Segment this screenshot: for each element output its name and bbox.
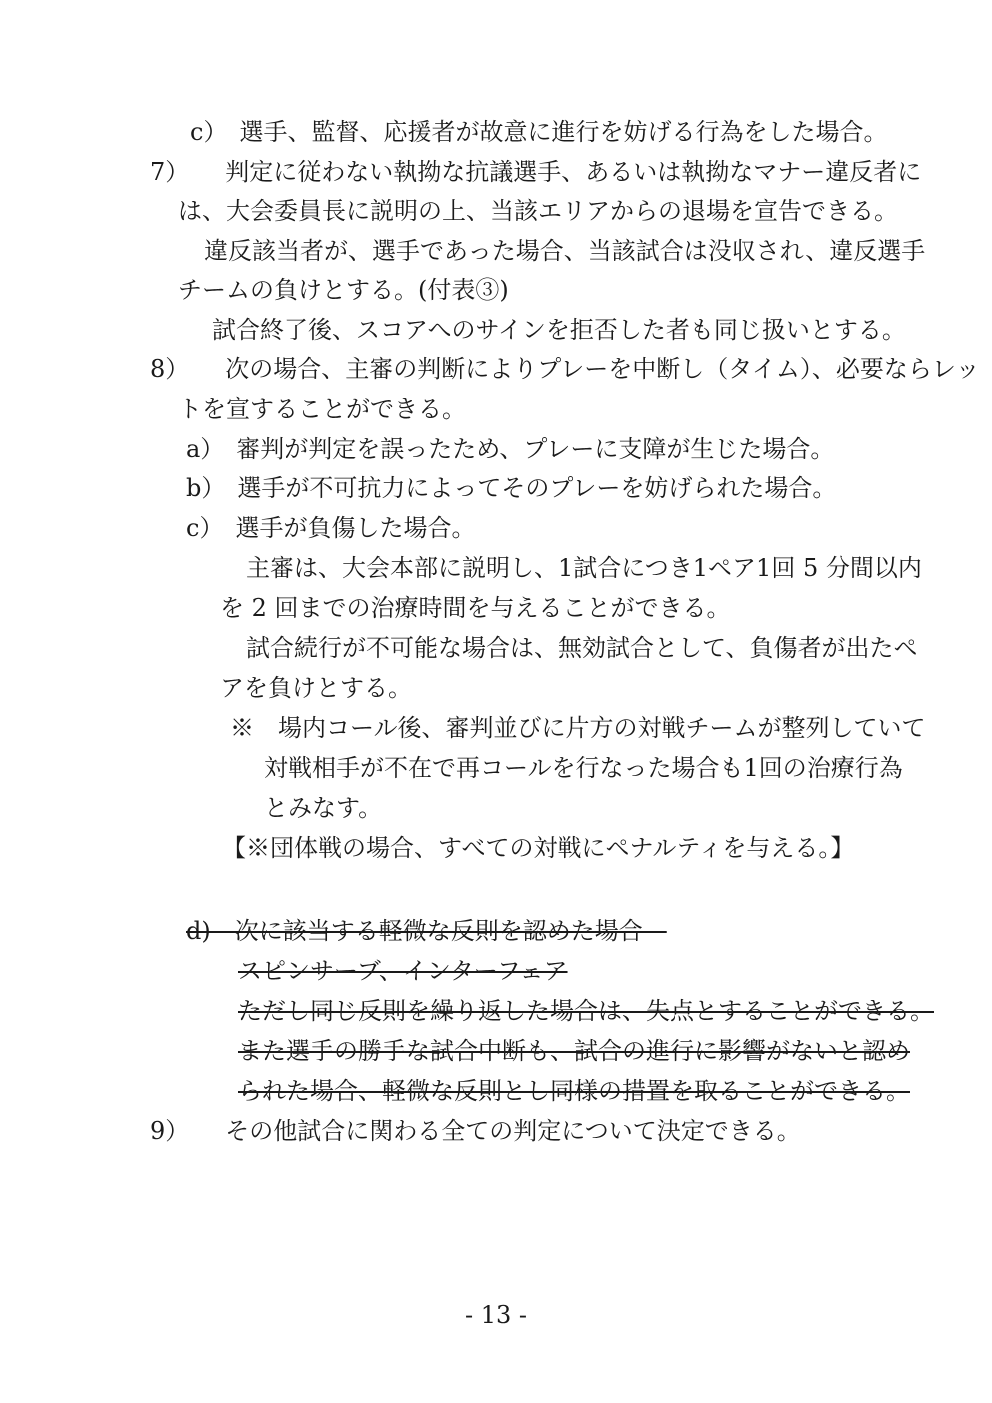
rule-7-line-2: は、大会委員長に説明の上、当該エリアからの退場を宣告できる。 [178, 197, 898, 225]
rule-8-line-1: 8） 次の場合、主審の判断によりプレーを中断し（タイム）、必要ならレッ [150, 355, 980, 383]
rule-8-line-2: トを宣することができる。 [178, 395, 466, 423]
rule-7-para3-line: 試合終了後、スコアへのサインを拒否した者も同じ扱いとする。 [212, 316, 906, 344]
rule-7c-line: c） 選手、監督、応援者が故意に進行を妨げる行為をした場合。 [190, 118, 888, 146]
rule-7-para2-line-2: チームの負けとする。(付表③) [178, 276, 509, 304]
rule-8c-para2-line-1: 試合続行が不可能な場合は、無効試合として、負傷者が出たペ [246, 634, 918, 662]
team-match-note: 【※団体戦の場合、すべての対戦にペナルティを与える。】 [222, 834, 855, 862]
rule-7-line-1: 7） 判定に従わない執拗な抗議選手、あるいは執拗なマナー違反者に [150, 158, 922, 186]
rule-8c-para1-line-2: を 2 回までの治療時間を与えることができる。 [220, 594, 731, 622]
rule-8d-deleted-line-5: られた場合、軽微な反則とし同様の措置を取ることができる。 [238, 1077, 910, 1105]
rule-8a-line: a） 審判が判定を誤ったため、プレーに支障が生じた場合。 [186, 435, 835, 463]
note-line-1: ※ 場内コール後、審判並びに片方の対戦チームが整列していて [230, 714, 926, 742]
rule-8d-deleted-line: d) 次に該当する軽微な反則を認めた場合 [186, 917, 667, 945]
page-number: - 13 - [464, 1301, 527, 1329]
rule-8d-deleted-line-2: スピンサーブ、インターフェア [238, 957, 568, 985]
rule-8c-para2-line-2: アを負けとする。 [220, 674, 412, 702]
rule-8c-line: c） 選手が負傷した場合。 [186, 514, 476, 542]
rule-8b-line: b） 選手が不可抗力によってそのプレーを妨げられた場合。 [186, 474, 837, 502]
rule-8c-para1-line-1: 主審は、大会本部に説明し、1試合につき1ペア1回 5 分間以内 [246, 554, 922, 582]
note-line-3: とみなす。 [264, 794, 383, 822]
rule-9-line: 9） その他試合に関わる全ての判定について決定できる。 [150, 1117, 801, 1145]
rule-8d-deleted-line-3: ただし同じ反則を繰り返した場合は、失点とすることができる。 [238, 997, 934, 1025]
rule-8d-deleted-line-4: また選手の勝手な試合中断も、試合の進行に影響がないと認め [238, 1037, 910, 1065]
note-line-2: 対戦相手が不在で再コールを行なった場合も1回の治療行為 [264, 754, 903, 782]
rule-7-para2-line-1: 違反該当者が、選手であった場合、当該試合は没収され、違反選手 [204, 237, 926, 265]
